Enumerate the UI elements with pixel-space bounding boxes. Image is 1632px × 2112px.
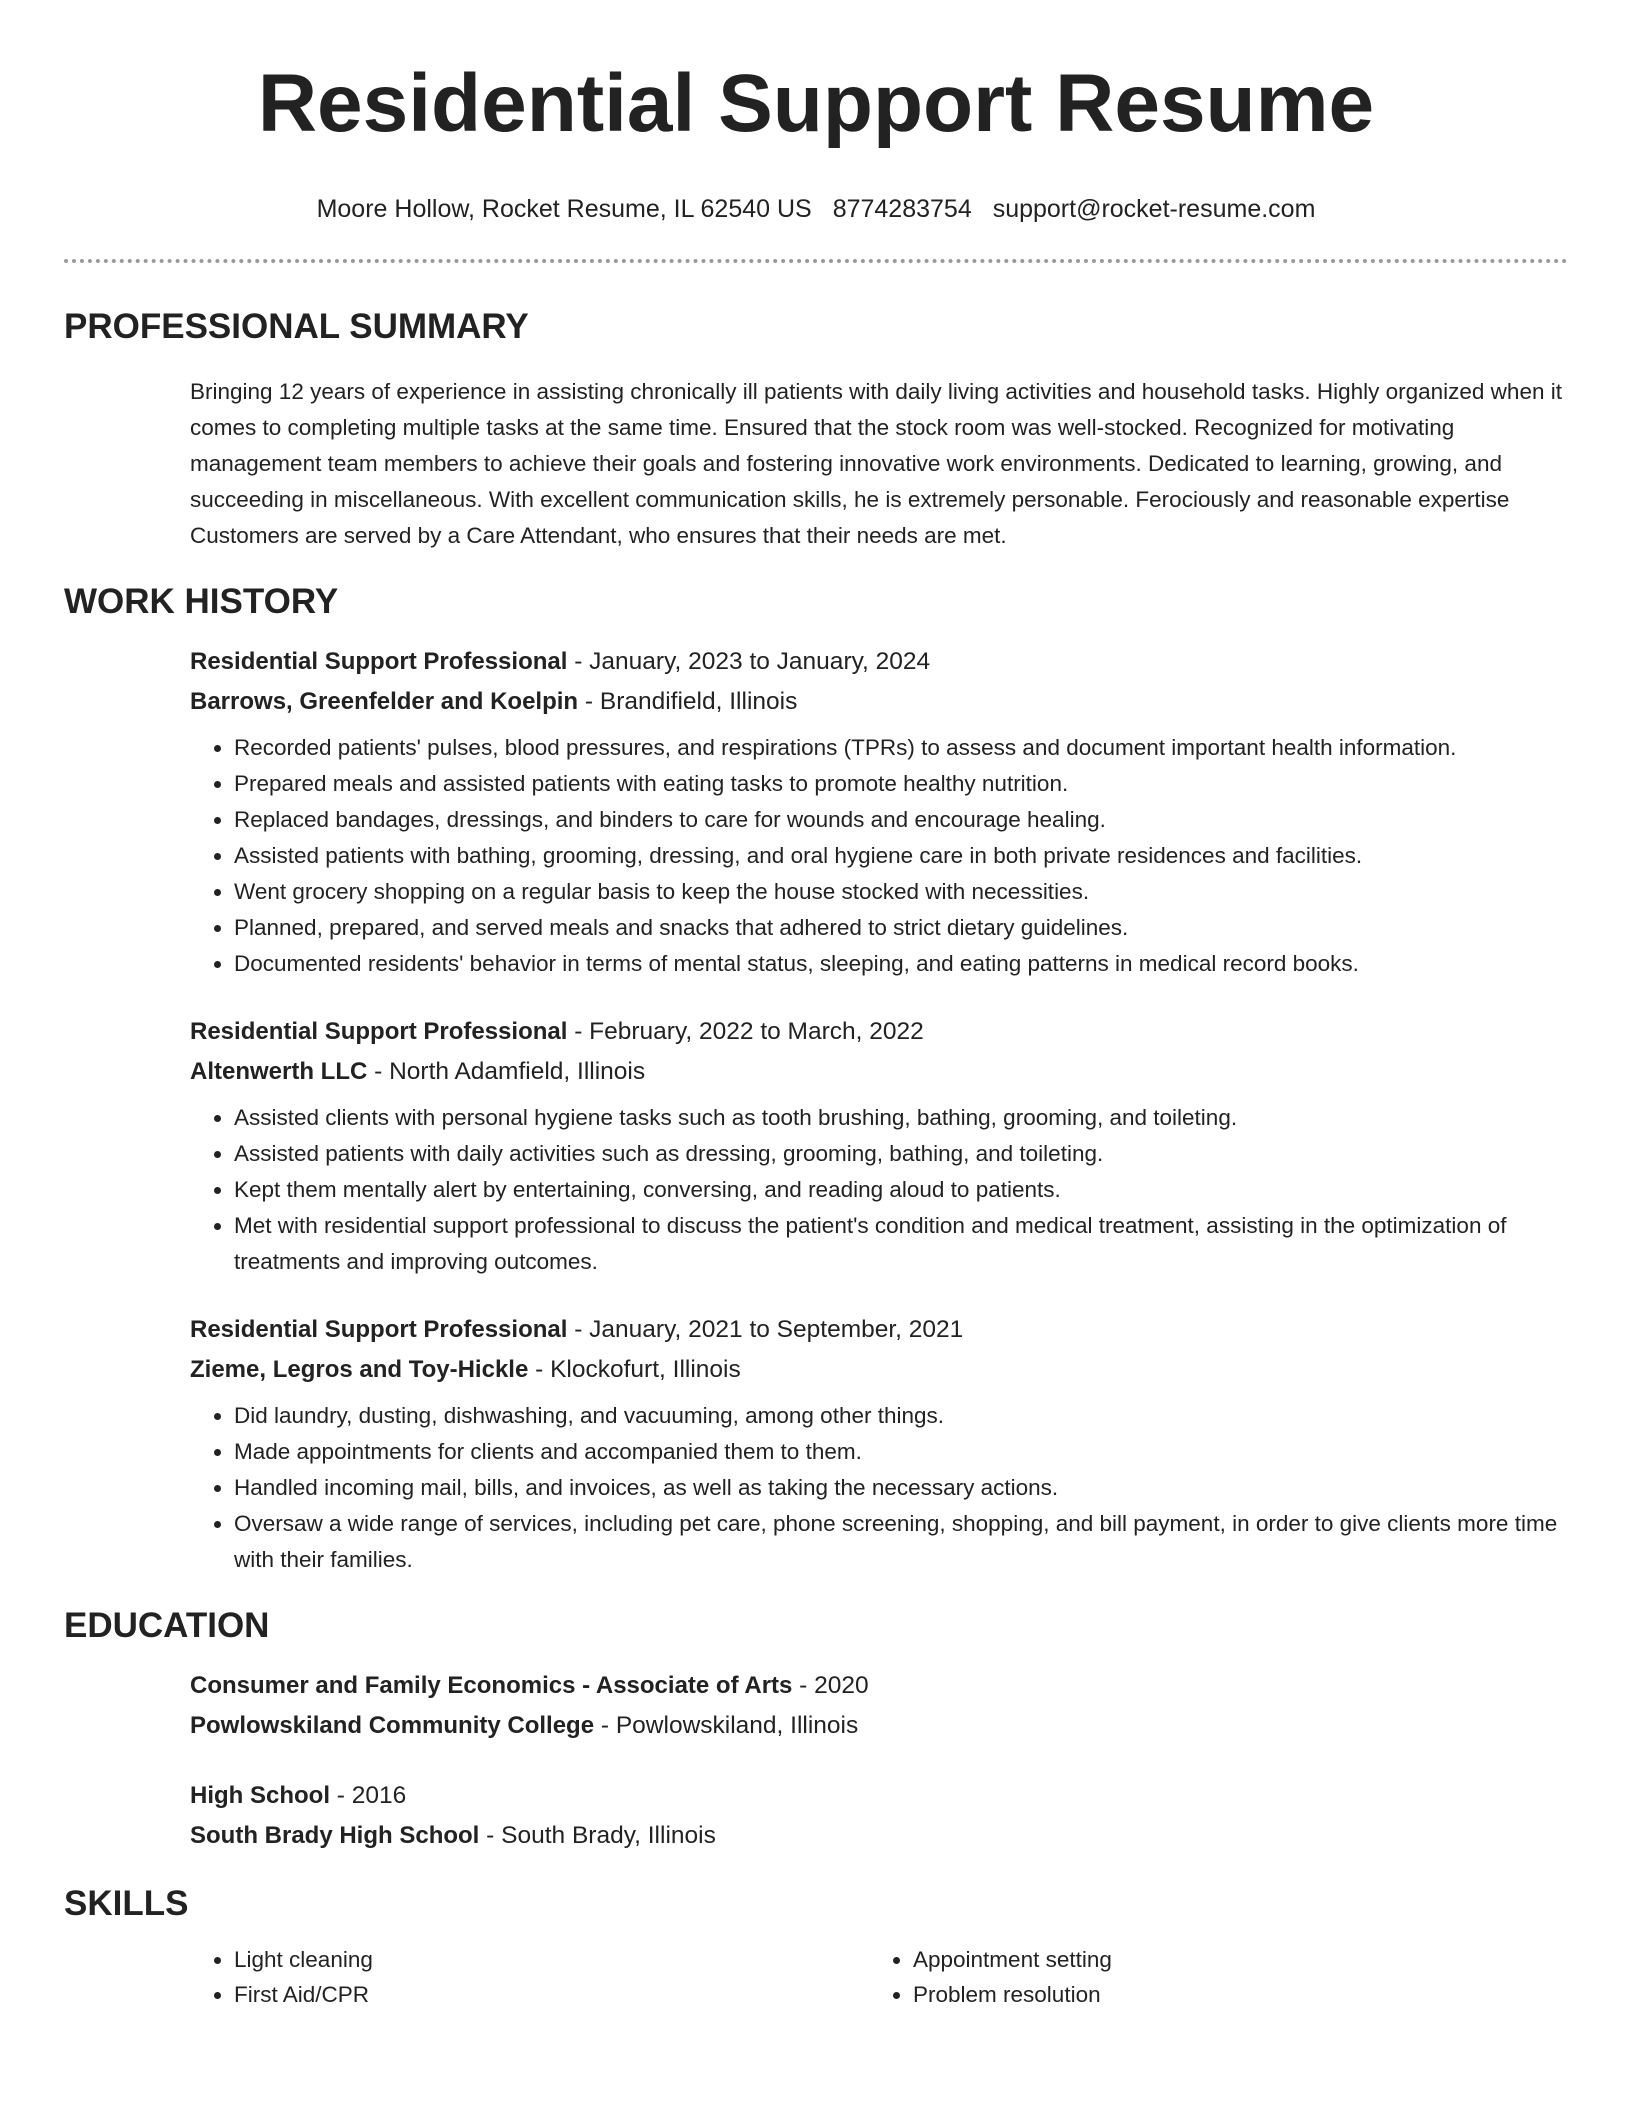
school-name: Powlowskiland Community College	[190, 1712, 595, 1739]
skills-heading: SKILLS	[64, 1884, 189, 1923]
skills-column-right	[869, 1942, 1548, 2012]
header-divider	[64, 259, 1568, 263]
company-name: Zieme, Legros and Toy-Hickle	[190, 1356, 529, 1383]
list-item: • Assisted patients with bathing, grooming, dressing, and oral hygiene care in both private residences and facilities.	[234, 838, 1568, 874]
job-bullets	[190, 1100, 1568, 1280]
list-item: • Assisted clients with personal hygiene tasks such as tooth brushing, bathing, grooming, and toileting.	[234, 1100, 1568, 1136]
education-entry	[64, 1666, 1568, 1746]
contact-email: support@rocket-resume.com	[992, 195, 1316, 223]
job-dates: - February, 2022 to March, 2022	[567, 1018, 924, 1045]
list-item: • Replaced bandages, dressings, and binders to care for wounds and encourage healing.	[234, 802, 1568, 838]
job-entry	[64, 1310, 1568, 1578]
list-item: • Problem resolution	[913, 1977, 1548, 2012]
list-item: • Kept them mentally alert by entertaining, conversing, and reading aloud to patients.	[234, 1172, 1568, 1208]
contact-phone: 8774283754	[832, 195, 972, 223]
resume-title: Residential Support Resume	[257, 58, 1375, 149]
job-bullets	[190, 730, 1568, 982]
company-line	[190, 1052, 1568, 1092]
degree-year: - 2016	[330, 1782, 407, 1809]
job-title: Residential Support Professional	[190, 648, 568, 675]
job-dates: - January, 2023 to January, 2024	[567, 648, 931, 675]
job-title-line	[190, 1012, 1568, 1052]
list-item: • Prepared meals and assisted patients with eating tasks to promote healthy nutrition.	[234, 766, 1568, 802]
list-item: • Documented residents' behavior in terms of mental status, sleeping, and eating patterns in medical record books.	[234, 946, 1568, 982]
skills-section	[64, 1884, 1568, 2012]
education-section	[64, 1606, 1568, 1856]
list-item: • First Aid/CPR	[234, 1977, 869, 2012]
contact-address: Moore Hollow, Rocket Resume, IL 62540 US	[316, 195, 812, 223]
company-location: - North Adamfield, Illinois	[367, 1058, 646, 1085]
degree-name: Consumer and Family Economics - Associate of Arts	[190, 1672, 793, 1699]
list-item: • Met with residential support professional to discuss the patient's condition and medical treatment, assisting in the optimization of treatments and improving outcomes.	[234, 1208, 1568, 1280]
job-title-line	[190, 1310, 1568, 1350]
list-item: • Assisted patients with daily activities such as dressing, grooming, bathing, and toileting.	[234, 1136, 1568, 1172]
school-location: - South Brady, Illinois	[479, 1822, 716, 1849]
job-dates: - January, 2021 to September, 2021	[567, 1316, 964, 1343]
list-item: • Made appointments for clients and accompanied them to them.	[234, 1434, 1568, 1470]
skills-grid	[190, 1942, 1548, 2012]
list-item: • Did laundry, dusting, dishwashing, and vacuuming, among other things.	[234, 1398, 1568, 1434]
education-entry	[64, 1776, 1568, 1856]
company-location: - Klockofurt, Illinois	[528, 1356, 741, 1383]
job-bullets	[190, 1398, 1568, 1578]
list-item: • Light cleaning	[234, 1942, 869, 1977]
list-item: • Appointment setting	[913, 1942, 1548, 1977]
degree-name: High School	[190, 1782, 330, 1809]
company-name: Altenwerth LLC	[190, 1058, 368, 1085]
degree-line	[190, 1666, 1568, 1706]
education-heading: EDUCATION	[64, 1606, 270, 1645]
summary-text: Bringing 12 years of experience in assisting chronically ill patients with daily living activities and household tasks. Highly organized when it comes to completing multiple tasks at the same time. Ensured that the stock room was well-stocked. Recognized for motivating management team members to achieve their goals and fostering innovative work environments. Dedicated to learning, growing, and succeeding in miscellaneous. With excellent communication skills, he is extremely personable. Ferociously and reasonable expertise Customers are served by a Care Attendant, who ensures that their needs are met.	[190, 379, 1562, 548]
list-item: • Handled incoming mail, bills, and invoices, as well as taking the necessary actions.	[234, 1470, 1568, 1506]
list-item: • Planned, prepared, and served meals and snacks that adhered to strict dietary guidelines.	[234, 910, 1568, 946]
school-line	[190, 1706, 1568, 1746]
job-entry	[64, 1012, 1568, 1280]
job-title: Residential Support Professional	[190, 1018, 568, 1045]
job-entry	[64, 642, 1568, 982]
company-name: Barrows, Greenfelder and Koelpin	[190, 688, 579, 715]
contact-line	[64, 194, 1568, 224]
summary-section	[64, 307, 1568, 554]
work-history-heading: WORK HISTORY	[64, 582, 339, 621]
job-title: Residential Support Professional	[190, 1316, 568, 1343]
skills-column-left	[190, 1942, 869, 2012]
summary-heading: PROFESSIONAL SUMMARY	[64, 307, 529, 346]
job-title-line	[190, 642, 1568, 682]
list-item: • Went grocery shopping on a regular basis to keep the house stocked with necessities.	[234, 874, 1568, 910]
school-name: South Brady High School	[190, 1822, 480, 1849]
degree-year: - 2020	[792, 1672, 869, 1699]
school-line	[190, 1816, 1568, 1856]
work-history-section	[64, 582, 1568, 1578]
degree-line	[190, 1776, 1568, 1816]
company-line	[190, 1350, 1568, 1390]
company-location: - Brandifield, Illinois	[578, 688, 798, 715]
school-location: - Powlowskiland, Illinois	[594, 1712, 859, 1739]
list-item: • Oversaw a wide range of services, including pet care, phone screening, shopping, and bill payment, in order to give clients more time with their families.	[234, 1506, 1568, 1578]
list-item: • Recorded patients' pulses, blood pressures, and respirations (TPRs) to assess and document important health information.	[234, 730, 1568, 766]
company-line	[190, 682, 1568, 722]
